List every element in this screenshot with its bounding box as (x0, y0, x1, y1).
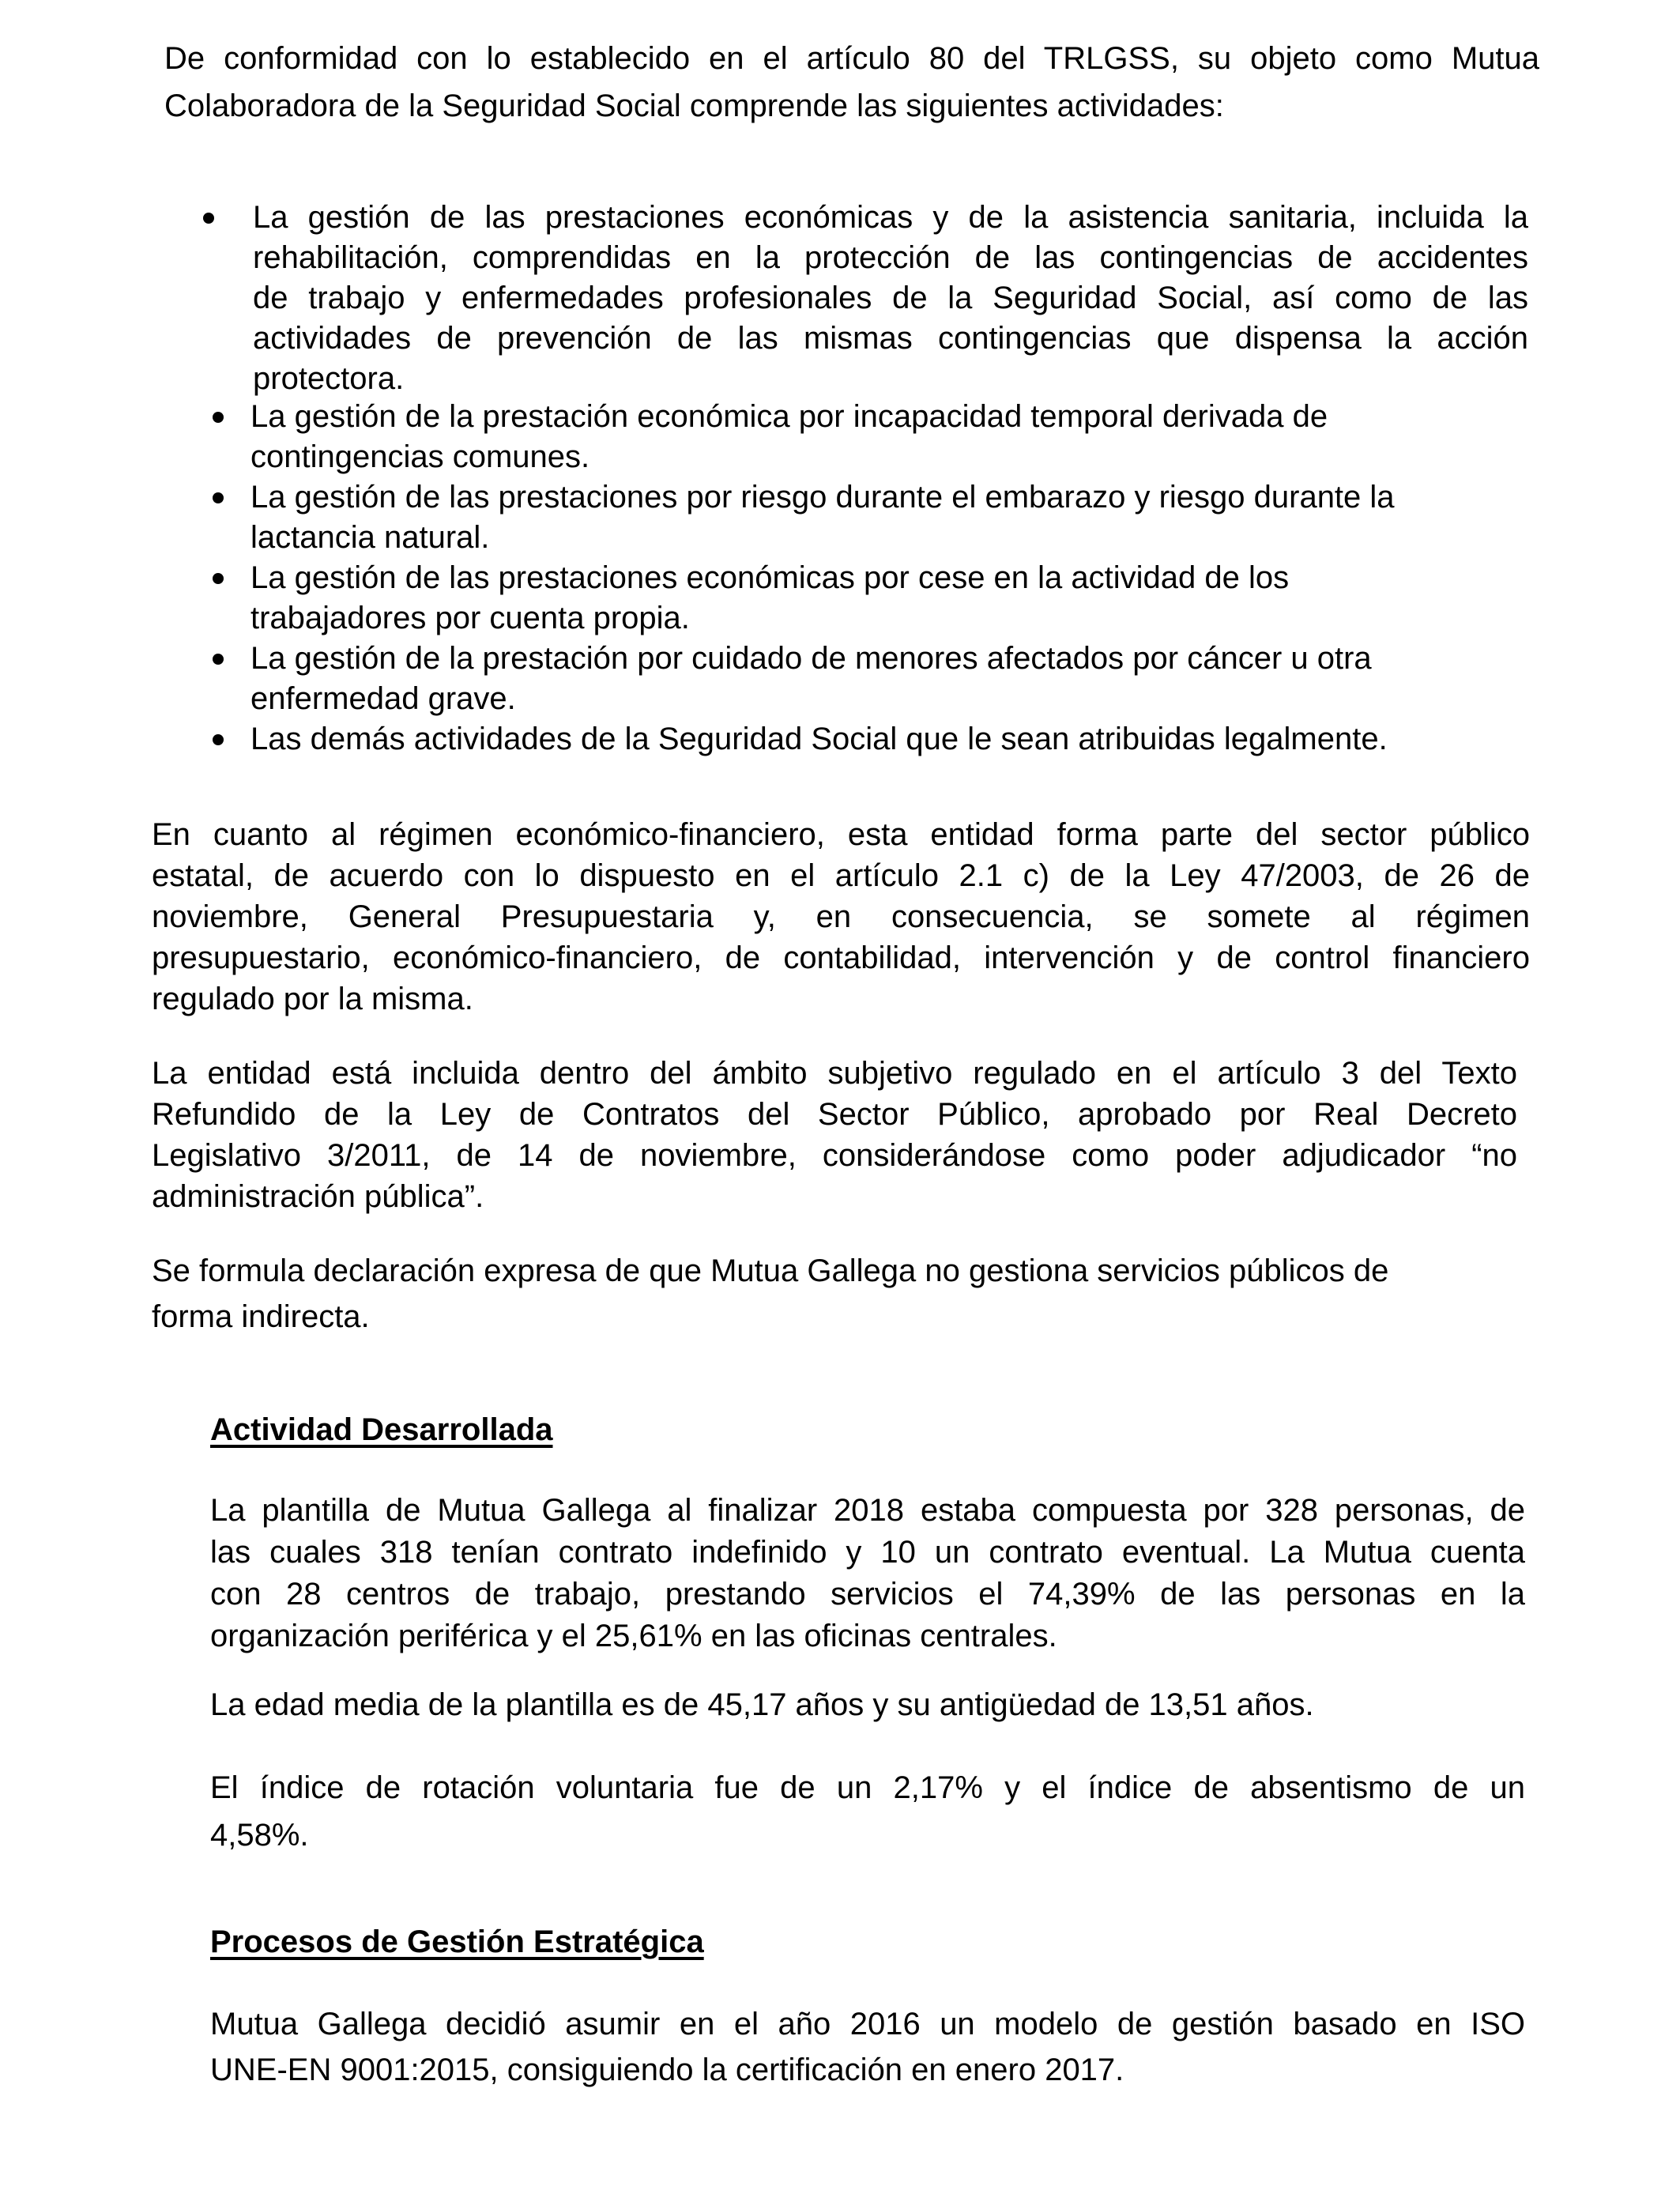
text-line: protectora. (253, 361, 405, 396)
regimen-paragraph (152, 814, 1530, 1020)
intro-paragraph (164, 35, 1539, 130)
text-line: La gestión de la prestación por cuidado de menores afectados por cáncer u otra (250, 641, 1372, 676)
text-line: Mutua Gallega decidió asumir en el año 2016 un modelo de gestión basado en ISO (210, 2007, 1525, 2041)
text-line: estatal, de acuerdo con lo dispuesto en el artículo 2.1 c) de la Ley 47/2003, de 26 de (152, 858, 1530, 893)
list-item (250, 477, 1531, 558)
text-line: La gestión de las prestaciones por riesgo durante el embarazo y riesgo durante la (250, 480, 1395, 515)
text-line: La gestión de la prestación económica por incapacidad temporal derivada de (250, 399, 1328, 434)
section-heading: Procesos de Gestión Estratégica (210, 1924, 704, 1959)
text-line: presupuestario, económico-financiero, de contabilidad, intervención y de control financiero (152, 941, 1530, 975)
text-line: La gestión de las prestaciones económicas y de la asistencia sanitaria, incluida la (253, 200, 1528, 235)
list-item (250, 558, 1531, 639)
text-line: noviembre, General Presupuestaria y, en consecuencia, se somete al régimen (152, 899, 1530, 934)
plantilla-paragraph (210, 1490, 1525, 1657)
text-line: contingencias comunes. (250, 439, 590, 474)
text-line: Refundido de la Ley de Contratos del Sector Público, aprobado por Real Decreto (152, 1097, 1517, 1132)
text-line: Legislativo 3/2011, de 14 de noviembre, considerándose como poder adjudicador “no (152, 1138, 1517, 1173)
list-item (253, 198, 1528, 399)
text-line: Las demás actividades de la Seguridad Social que le sean atribuidas legalmente. (250, 722, 1388, 756)
text-line: forma indirecta. (152, 1299, 370, 1334)
text-line: UNE-EN 9001:2015, consiguiendo la certificación en enero 2017. (210, 2053, 1124, 2087)
text-line: de trabajo y enfermedades profesionales de la Seguridad Social, así como de las (253, 281, 1528, 315)
section-heading: Actividad Desarrollada (210, 1412, 553, 1447)
text-line: El índice de rotación voluntaria fue de un 2,17% y el índice de absentismo de un (210, 1770, 1525, 1805)
text-line: administración pública”. (152, 1179, 484, 1214)
procesos-paragraph (210, 2001, 1525, 2093)
bullet-icon (213, 412, 224, 423)
bullet-icon (213, 573, 224, 584)
list-item (250, 397, 1531, 477)
contratos-paragraph (152, 1053, 1517, 1217)
list-item (250, 719, 1531, 760)
text-line: La entidad está incluida dentro del ámbito subjetivo regulado en el artículo 3 del Texto (152, 1056, 1517, 1091)
text-line: regulado por la misma. (152, 982, 473, 1016)
text-line: Se formula declaración expresa de que Mutua Gallega no gestiona servicios públicos de (152, 1253, 1389, 1288)
text-line: con 28 centros de trabajo, prestando servicios el 74,39% de las personas en la (210, 1577, 1525, 1612)
text-line: trabajadores por cuenta propia. (250, 601, 690, 635)
text-line: En cuanto al régimen económico-financiero, esta entidad forma parte del sector público (152, 817, 1530, 852)
text-line: lactancia natural. (250, 520, 490, 555)
text-line: La edad media de la plantilla es de 45,17 años y su antigüedad de 13,51 años. (210, 1687, 1314, 1722)
bullet-icon (213, 654, 224, 665)
bullet-icon (203, 213, 214, 224)
list-item (250, 639, 1531, 719)
text-line: 4,58%. (210, 1818, 309, 1853)
text-line: De conformidad con lo establecido en el artículo 80 del TRLGSS, su objeto como Mutua (164, 41, 1539, 76)
text-line: La plantilla de Mutua Gallega al finalizar 2018 estaba compuesta por 328 personas, de (210, 1493, 1525, 1528)
text-line: rehabilitación, comprendidas en la protección de las contingencias de accidentes (253, 240, 1528, 275)
bullet-icon (213, 734, 224, 745)
text-line: La gestión de las prestaciones económicas por cese en la actividad de los (250, 560, 1290, 595)
text-line: Colaboradora de la Seguridad Social comprende las siguientes actividades: (164, 89, 1224, 123)
text-line: las cuales 318 tenían contrato indefinido y 10 un contrato eventual. La Mutua cuenta (210, 1535, 1525, 1570)
edad-paragraph (210, 1685, 1525, 1725)
text-line: actividades de prevención de las mismas contingencias que dispensa la acción (253, 321, 1528, 356)
rotacion-paragraph (210, 1764, 1525, 1859)
declaracion-paragraph (152, 1248, 1543, 1340)
text-line: enfermedad grave. (250, 681, 516, 716)
text-line: organización periférica y el 25,61% en las oficinas centrales. (210, 1619, 1057, 1653)
bullet-icon (213, 492, 224, 503)
